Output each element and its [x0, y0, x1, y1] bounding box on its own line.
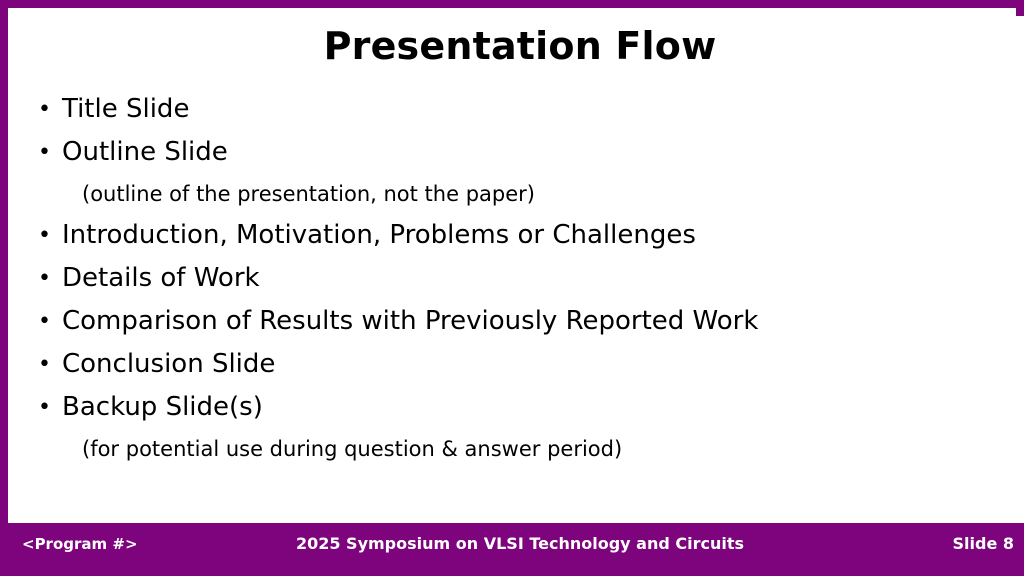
list-item-note: (for potential use during question & answer period) — [82, 437, 623, 461]
slide-footer — [8, 523, 1024, 568]
list-item: • Backup Slide(s) — [30, 386, 1010, 429]
list-item: • Outline Slide — [30, 131, 1010, 174]
list-item: • Conclusion Slide — [30, 343, 1010, 386]
list-item: • Comparison of Results with Previously Reported Work — [30, 300, 1010, 343]
footer-slide-number: Slide 8 — [952, 534, 1014, 553]
page-title: Presentation Flow — [323, 24, 717, 68]
bullet-list — [30, 88, 1010, 469]
list-item: • Details of Work — [30, 257, 1010, 300]
list-item-note: (outline of the presentation, not the paper) — [82, 182, 535, 206]
list-item: • Introduction, Motivation, Problems or Challenges — [30, 214, 1010, 257]
slide-content-area — [16, 16, 1024, 539]
list-item: • Title Slide — [30, 88, 1010, 131]
footer-program-number: <Program #> — [22, 535, 138, 553]
footer-conference-name: 2025 Symposium on VLSI Technology and Circuits — [295, 534, 745, 553]
